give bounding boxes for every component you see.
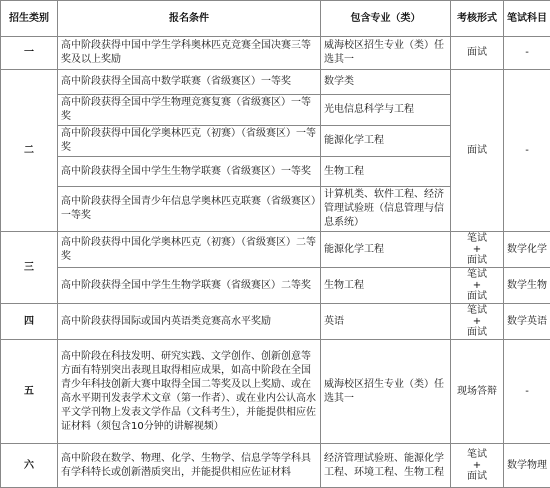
scope-cell: 英语 [321, 304, 451, 340]
assessment-cell: 笔试 + 面试 [451, 268, 504, 304]
scope-cell: 计算机类、软件工程、经济管理试验班（信息管理与信息系统） [321, 187, 451, 232]
condition-cell: 高中阶段获得中国化学奥林匹克（初赛）（省级赛区）一等奖 [58, 126, 321, 157]
written-cell: 数学化学 [504, 232, 550, 268]
scope-cell: 威海校区招生专业（类）任选其一 [321, 37, 451, 70]
table-row [1, 37, 550, 70]
category-cell: 五 [1, 340, 58, 444]
condition-cell: 高中阶段获得全国青少年信息学奥林匹克联赛（省级赛区）一等奖 [58, 187, 321, 232]
condition-cell: 高中阶段获得中国化学奥林匹克（初赛）（省级赛区）二等奖 [58, 232, 321, 268]
assessment-cell: 现场答辩 [451, 340, 504, 444]
scope-cell: 数学类 [321, 70, 451, 95]
category-cell: 四 [1, 304, 58, 340]
condition-cell: 高中阶段在数学、物理、化学、生物学、信息学等学科具有学科特长或创新潜质突出，并能提供相应佐证材料 [58, 444, 321, 488]
condition-cell: 高中阶段在科技发明、研究实践、文学创作、创新创意等方面有特别突出表现且取得相应成果，如高中阶段在全国青少年科技创新大赛中取得全国二等奖及以上奖励、或在高水平期刊发表学术文章（第一作者）、或在业内公认高水平文学刊物上发表文学作品（文科考生），并能提供相应佐证材料（须包含10分钟的讲解视频） [58, 340, 321, 444]
condition-cell: 高中阶段获得中国中学生学科奥林匹克竞赛全国决赛三等奖及以上奖励 [58, 37, 321, 70]
header-scope: 包含专业（类） [321, 1, 451, 37]
written-cell: - [504, 70, 550, 232]
condition-cell: 高中阶段获得全国高中数学联赛（省级赛区）一等奖 [58, 70, 321, 95]
table-row [1, 340, 550, 444]
written-cell: 数学英语 [504, 304, 550, 340]
assessment-cell: 笔试 + 面试 [451, 304, 504, 340]
category-cell: 一 [1, 37, 58, 70]
table-row [1, 304, 550, 340]
condition-cell: 高中阶段获得全国中学生生物学联赛（省级赛区）一等奖 [58, 157, 321, 187]
assessment-cell: 面试 [451, 37, 504, 70]
assessment-cell: 笔试 + 面试 [451, 444, 504, 488]
category-cell: 三 [1, 232, 58, 304]
scope-cell: 经济管理试验班、能源化学工程、环境工程、生物工程 [321, 444, 451, 488]
written-cell: 数学物理 [504, 444, 550, 488]
condition-cell: 高中阶段获得国际或国内英语类竞赛高水平奖励 [58, 304, 321, 340]
table-row [1, 444, 550, 488]
header-category: 招生类别 [1, 1, 58, 37]
written-cell: - [504, 340, 550, 444]
header-condition: 报名条件 [58, 1, 321, 37]
scope-cell: 威海校区招生专业（类）任选其一 [321, 340, 451, 444]
scope-cell: 光电信息科学与工程 [321, 95, 451, 126]
category-cell: 六 [1, 444, 58, 488]
scope-cell: 能源化学工程 [321, 232, 451, 268]
table-row [1, 70, 550, 95]
scope-cell: 生物工程 [321, 157, 451, 187]
table-header-row [1, 1, 550, 37]
scope-cell: 生物工程 [321, 268, 451, 304]
assessment-cell: 笔试 + 面试 [451, 232, 504, 268]
category-cell: 二 [1, 70, 58, 232]
assessment-cell: 面试 [451, 70, 504, 232]
scope-cell: 能源化学工程 [321, 126, 451, 157]
written-cell: 数学生物 [504, 268, 550, 304]
header-written: 笔试科目 [504, 1, 550, 37]
condition-cell: 高中阶段获得全国中学生物理竞赛复赛（省级赛区）一等奖 [58, 95, 321, 126]
table-row [1, 268, 550, 304]
header-assessment: 考核形式 [451, 1, 504, 37]
condition-cell: 高中阶段获得全国中学生生物学联赛（省级赛区）二等奖 [58, 268, 321, 304]
written-cell: - [504, 37, 550, 70]
table-row [1, 232, 550, 268]
